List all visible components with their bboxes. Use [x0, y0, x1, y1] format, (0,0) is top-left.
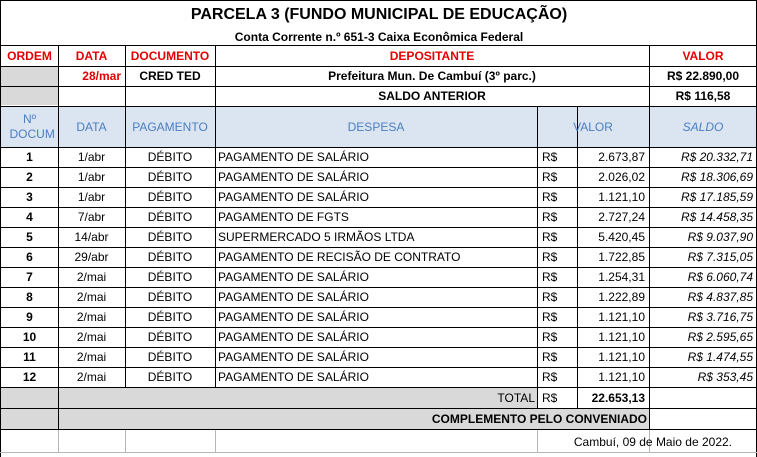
- grid-line: [125, 430, 126, 453]
- row-doc-number: 4: [26, 210, 33, 224]
- row-currency: R$: [542, 350, 558, 364]
- col-depositante: DEPOSITANTE: [389, 49, 475, 63]
- row-date: 2/mai: [76, 370, 107, 384]
- row-description: PAGAMENTO DE SALÁRIO: [218, 370, 369, 384]
- row-balance: R$ 1.474,55: [687, 350, 753, 364]
- grid-line: [0, 429, 757, 430]
- row-payment: DÉBITO: [147, 210, 193, 224]
- row-description: PAGAMENTO DE FGTS: [218, 210, 349, 224]
- row-balance: R$ 9.037,90: [687, 230, 753, 244]
- deposit-depositor: Prefeitura Mun. De Cambuí (3º parc.): [328, 69, 536, 83]
- row-value: 2.727,24: [598, 210, 645, 224]
- deposit-value: R$ 22.890,00: [666, 69, 740, 83]
- row-value: 5.420,45: [598, 230, 645, 244]
- row-value: 1.121,10: [598, 350, 645, 364]
- row-date: 1/abr: [77, 190, 106, 204]
- row-balance: R$ 6.060,74: [687, 270, 753, 284]
- row-currency: R$: [542, 150, 558, 164]
- row-payment: DÉBITO: [147, 350, 193, 364]
- account-subtitle: Conta Corrente n.º 651-3 Caixa Econômica Federal: [234, 29, 524, 44]
- grid-line: [58, 430, 59, 453]
- col-exp-valor: VALOR: [573, 120, 613, 134]
- row-doc-number: 2: [26, 170, 33, 184]
- row-payment: DÉBITO: [147, 290, 193, 304]
- row-date: 29/abr: [74, 250, 109, 264]
- row-description: PAGAMENTO DE SALÁRIO: [218, 310, 369, 324]
- footer-date: Cambuí, 09 de Maio de 2022.: [573, 435, 732, 449]
- grid-line: [58, 387, 59, 408]
- row-payment: DÉBITO: [147, 250, 193, 264]
- row-date: 7/abr: [77, 210, 106, 224]
- col-pagamento: PAGAMENTO: [132, 120, 208, 134]
- row-value: 1.121,10: [598, 190, 645, 204]
- row-description: PAGAMENTO DE SALÁRIO: [218, 170, 369, 184]
- col-doc-number-label: Nº DOCUM: [9, 112, 55, 141]
- row-date: 1/abr: [77, 170, 106, 184]
- total-value: 22.653,13: [591, 390, 645, 405]
- row-description: PAGAMENTO DE SALÁRIO: [218, 190, 369, 204]
- row-value: 1.222,89: [598, 290, 645, 304]
- col-doc-number: [1, 107, 58, 147]
- row-balance: R$ 20.332,71: [680, 150, 753, 164]
- row-doc-number: 8: [26, 290, 33, 304]
- saldo-anterior-value: R$ 116,58: [675, 89, 731, 103]
- row-currency: R$: [542, 250, 558, 264]
- row-balance: R$ 4.837,85: [687, 290, 753, 304]
- row-currency: R$: [542, 190, 558, 204]
- row-doc-number: 6: [26, 250, 33, 264]
- row-value: 1.121,10: [598, 370, 645, 384]
- total-label: TOTAL: [497, 390, 535, 405]
- row-description: PAGAMENTO DE SALÁRIO: [218, 350, 369, 364]
- row-date: 2/mai: [76, 330, 107, 344]
- row-doc-number: 11: [23, 350, 36, 364]
- row-date: 1/abr: [77, 150, 106, 164]
- row-value: 1.722,85: [598, 250, 645, 264]
- row-date: 2/mai: [76, 310, 107, 324]
- row-doc-number: 10: [22, 330, 37, 344]
- saldo-anterior-label: SALDO ANTERIOR: [378, 89, 486, 103]
- grid-line: [215, 430, 216, 453]
- row-payment: DÉBITO: [147, 370, 193, 384]
- col-saldo: SALDO: [682, 120, 724, 134]
- grid-line: [0, 452, 757, 453]
- deposit-date: 28/mar: [82, 69, 121, 83]
- row-payment: DÉBITO: [147, 190, 193, 204]
- row-doc-number: 3: [26, 190, 33, 204]
- row-currency: R$: [542, 330, 558, 344]
- row-description: PAGAMENTO DE SALÁRIO: [218, 270, 369, 284]
- row-balance: R$ 17.185,59: [680, 190, 753, 204]
- col-exp-data: DATA: [76, 120, 107, 134]
- complemento-label: COMPLEMENTO PELO CONVENIADO: [431, 411, 647, 426]
- row-balance: R$ 3.716,75: [687, 310, 753, 324]
- row-value: 1.121,10: [598, 330, 645, 344]
- page-title: PARCELA 3 (FUNDO MUNICIPAL DE EDUCAÇÃO): [190, 5, 568, 23]
- row-value: 2.026,02: [598, 170, 645, 184]
- row-currency: R$: [542, 370, 558, 384]
- grid-line: [649, 387, 650, 408]
- row-doc-number: 7: [26, 270, 33, 284]
- row-payment: DÉBITO: [147, 150, 193, 164]
- row-date: 2/mai: [76, 270, 107, 284]
- row-doc-number: 1: [26, 150, 33, 164]
- row-currency: R$: [542, 230, 558, 244]
- row-payment: DÉBITO: [147, 230, 193, 244]
- row-description: SUPERMERCADO 5 IRMÃOS LTDA: [218, 230, 415, 244]
- row-doc-number: 12: [22, 370, 37, 384]
- row-date: 2/mai: [76, 290, 107, 304]
- row-description: PAGAMENTO DE SALÁRIO: [218, 290, 369, 304]
- col-ordem: ORDEM: [7, 49, 52, 63]
- row-description: PAGAMENTO DE SALÁRIO: [218, 330, 369, 344]
- row-currency: R$: [542, 170, 558, 184]
- row-doc-number: 5: [26, 230, 33, 244]
- col-valor: VALOR: [682, 49, 724, 63]
- row-balance: R$ 353,45: [697, 370, 753, 384]
- row-value: 2.673,87: [598, 150, 645, 164]
- row-currency: R$: [542, 290, 558, 304]
- row-balance: R$ 14.458,35: [680, 210, 753, 224]
- row-payment: DÉBITO: [147, 310, 193, 324]
- row-balance: R$ 2.595,65: [687, 330, 753, 344]
- col-data: DATA: [75, 49, 108, 63]
- row-payment: DÉBITO: [147, 170, 193, 184]
- grid-line: [649, 408, 650, 429]
- grid-line: [58, 408, 59, 429]
- row-value: 1.254,31: [598, 270, 645, 284]
- row-balance: R$ 7.315,05: [687, 250, 753, 264]
- deposit-document: CRED TED: [139, 69, 201, 83]
- col-documento: DOCUMENTO: [130, 49, 210, 63]
- row-currency: R$: [542, 310, 558, 324]
- row-payment: DÉBITO: [147, 330, 193, 344]
- row-payment: DÉBITO: [147, 270, 193, 284]
- row-date: 14/abr: [74, 230, 109, 244]
- row-description: PAGAMENTO DE RECISÃO DE CONTRATO: [218, 250, 461, 264]
- total-currency: R$: [542, 390, 558, 405]
- row-currency: R$: [542, 270, 558, 284]
- row-doc-number: 9: [26, 310, 33, 324]
- row-balance: R$ 18.306,69: [680, 170, 753, 184]
- col-despesa: DESPESA: [347, 120, 405, 134]
- row-description: PAGAMENTO DE SALÁRIO: [218, 150, 369, 164]
- row-currency: R$: [542, 210, 558, 224]
- row-date: 2/mai: [76, 350, 107, 364]
- row-value: 1.121,10: [598, 310, 645, 324]
